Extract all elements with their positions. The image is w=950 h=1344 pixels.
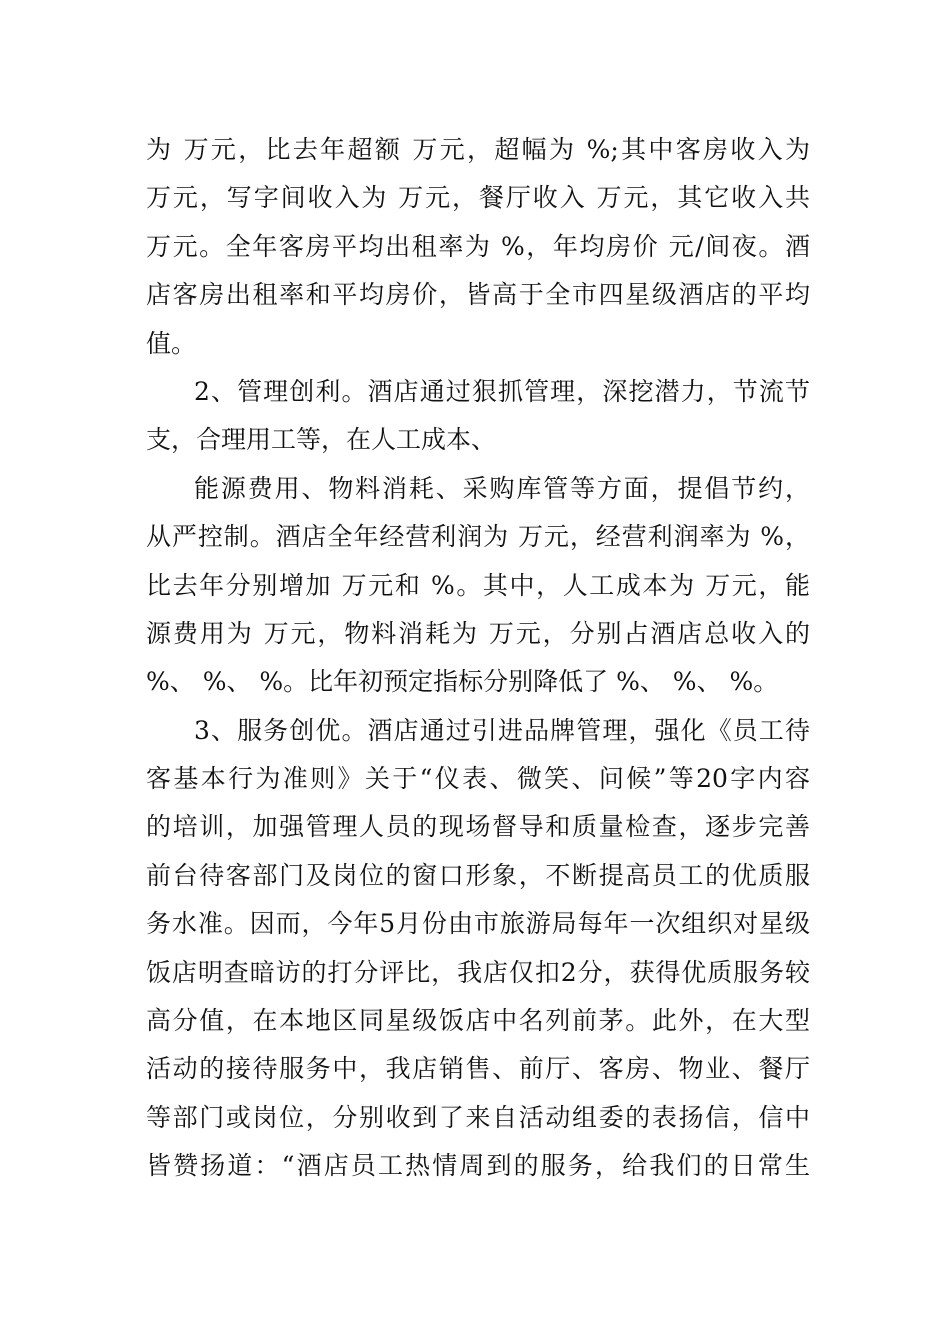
paragraph-heading-line: 3、服务创优。酒店通过引进品牌管理，强化《员工待 [194, 715, 810, 745]
text-line: 前台待客部门及岗位的窗口形象，不断提高员工的优质服 [146, 860, 810, 890]
text-line: 为 万元，比去年超额 万元，超幅为 %;其中客房收入为 [146, 135, 810, 164]
text-line: 从严控制。酒店全年经营利润为 万元，经营利润率为 %， [146, 522, 810, 552]
text-line: 等部门或岗位，分别收到了来自活动组委的表扬信，信中 [146, 1102, 810, 1132]
text-line: %、 %、 %。比年初预定指标分别降低了 %、 %、 %。 [146, 667, 779, 697]
text-line: 皆赞扬道：“酒店员工热情周到的服务，给我们的日常生 [146, 1151, 810, 1181]
text-line: 的培训，加强管理人员的现场督导和质量检查，逐步完善 [146, 812, 810, 842]
text-line: 店客房出租率和平均房价，皆高于全市四星级酒店的平均 [146, 280, 810, 310]
text-line: 客基本行为准则》关于“仪表、微笑、问候”等20字内容 [146, 764, 810, 794]
text-line: 饭店明查暗访的打分评比，我店仅扣2分，获得优质服务较 [146, 957, 810, 987]
text-line: 万元。全年客房平均出租率为 %，年均房价 元/间夜。酒 [146, 231, 810, 261]
text-line: 高分值，在本地区同星级饭店中名列前茅。此外，在大型 [146, 1006, 810, 1036]
text-line: 万元，写字间收入为 万元，餐厅收入 万元，其它收入共 [146, 183, 810, 213]
text-line: 务水准。因而，今年5月份由市旅游局每年一次组织对星级 [146, 909, 810, 939]
text-line: 活动的接待服务中，我店销售、前厅、客房、物业、餐厅 [146, 1054, 810, 1084]
text-line: 能源费用、物料消耗、采购库管等方面，提倡节约， [194, 473, 810, 503]
text-line: 支，合理用工等，在人工成本、 [146, 425, 497, 455]
paragraph-heading-line: 2、管理创利。酒店通过狠抓管理，深挖潜力，节流节 [194, 376, 810, 406]
body-text [146, 126, 810, 1191]
text-line: 值。 [146, 328, 197, 358]
text-line: 源费用为 万元，物料消耗为 万元，分别占酒店总收入的 [146, 618, 810, 648]
text-line: 比去年分别增加 万元和 %。其中，人工成本为 万元，能 [146, 570, 810, 600]
